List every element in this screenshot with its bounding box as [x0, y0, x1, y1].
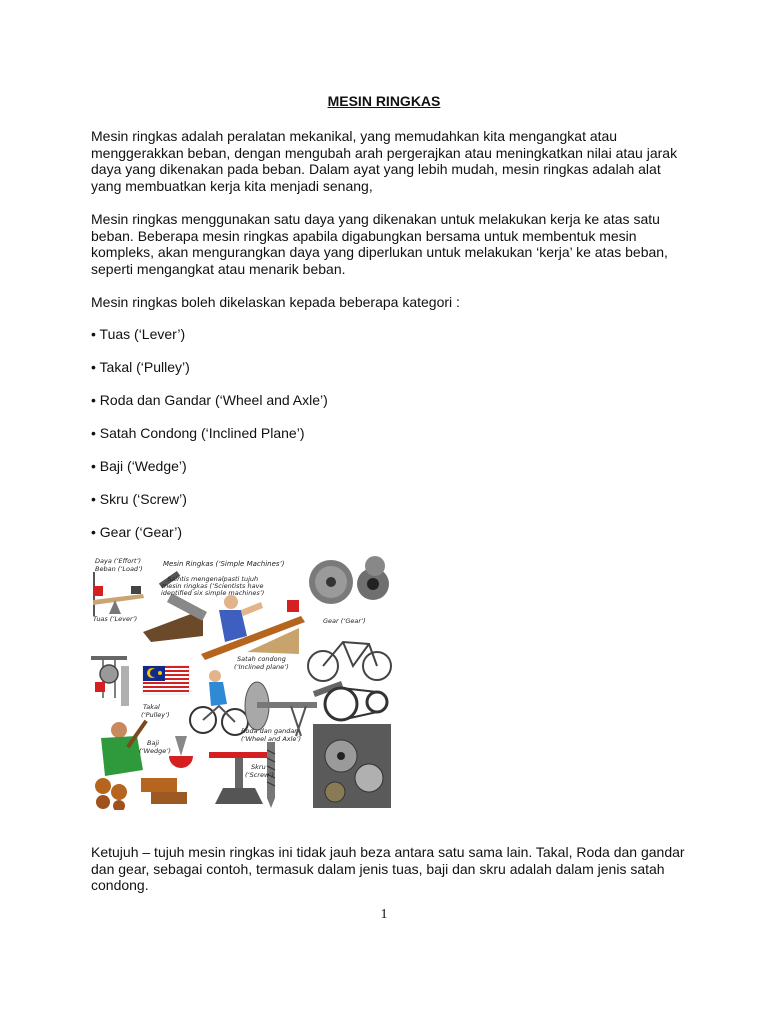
bullet-item: • Skru (‘Screw’)	[91, 491, 187, 507]
figure-label-inclined-en: (‘Inclined plane’)	[234, 663, 289, 671]
figure-label-screw: Skru	[251, 763, 266, 771]
paragraph-line: seperti mengangkat atau menarik beban.	[91, 260, 346, 277]
figure-label-inclined: Satah condong	[237, 655, 286, 663]
simple-machines-figure	[91, 556, 393, 810]
figure-label-pulley: Takal	[143, 703, 160, 711]
figure-note	[161, 576, 264, 597]
paragraph-line: Mesin ringkas boleh dikelaskan kepada beberapa kategori :	[91, 294, 460, 310]
paragraph-conclusion	[91, 844, 691, 894]
chain-gear-illustration	[325, 688, 387, 720]
figure-label-gear: Gear (‘Gear’)	[323, 617, 366, 625]
bullet-item: • Gear (‘Gear’)	[91, 524, 182, 540]
paragraph-line: Mesin ringkas adalah peralatan mekanikal, yang memudahkan kita mengangkat atau	[91, 128, 618, 144]
figure-label-load: Beban (‘Load’)	[95, 565, 143, 573]
paragraph-intro	[91, 128, 691, 194]
paragraph-line: kompleks, akan mengurangkan daya yang diperlukan untuk melakukan ‘kerja’ ke atas beban,	[91, 244, 668, 260]
page-title: MESIN RINGKAS	[327, 93, 441, 109]
bullet-item: • Roda dan Gandar (‘Wheel and Axle’)	[91, 392, 328, 408]
figure-label-wheel-en: (‘Wheel and Axle’)	[241, 735, 302, 743]
paragraph-line: Ketujuh – tujuh mesin ringkas ini tidak jauh beza antara satu sama lain. Takal, Roda dan gandar	[91, 844, 685, 860]
bullet-item: • Baji (‘Wedge’)	[91, 458, 187, 474]
figure-heading: Mesin Ringkas (‘Simple Machines’)	[163, 560, 285, 568]
page-number: 1	[380, 907, 388, 922]
paragraph-usage	[91, 211, 691, 277]
malaysia-flag-illustration	[143, 666, 189, 694]
bicycle-illustration	[308, 642, 391, 681]
figure-note-line: identified six simple machines’)	[161, 589, 265, 597]
bullet-item: • Tuas (‘Lever’)	[91, 326, 186, 342]
clock-mechanism-illustration	[313, 724, 391, 808]
figure-label-wedge-en: (‘Wedge’)	[139, 747, 171, 755]
figure-label-wedge: Baji	[147, 739, 160, 747]
paragraph-line: menggerakkan beban, dengan mengubah arah pergerajkan atau meningkatkan nilai atau jarak	[91, 144, 678, 161]
inclined-plane-illustration	[201, 595, 305, 660]
paragraph-line: yang membuatkan kerja kita menjadi senang,	[91, 177, 373, 194]
lever-illustration	[93, 572, 144, 616]
gear-illustration	[309, 556, 389, 604]
figure-label-lever: Tuas (‘Lever’)	[93, 615, 138, 623]
bullet-item: • Satah Condong (‘Inclined Plane’)	[91, 425, 305, 441]
figure-label-pulley-en: (‘Pulley’)	[141, 711, 170, 719]
paragraph-line: dan gear, sebagai contoh, termasuk dalam jenis tuas, baji dan skru adalah dalam jenis satah	[91, 860, 665, 877]
figure-label-effort: Daya (‘Effort’)	[95, 557, 142, 565]
wedge-illustration	[169, 736, 193, 768]
figure-label-screw-en: (‘Screw’)	[245, 771, 274, 779]
figure-note-line: Saintis mengenalpasti tujuh	[167, 575, 259, 583]
paragraph-line: condong.	[91, 877, 149, 893]
bullet-item: • Takal (‘Pulley’)	[91, 359, 190, 375]
figure-label-wheel: Roda dan gandar	[241, 727, 297, 735]
pulley-illustration	[91, 656, 129, 706]
paragraph-line: daya yang dikenakan pada beban. Dalam ayat yang lebih mudah, mesin ringkas adalah alat	[91, 161, 661, 177]
paragraph-line: beban. Beberapa mesin ringkas apabila digabungkan bersama untuk membentuk mesin	[91, 227, 637, 244]
paragraph-categories	[91, 294, 691, 311]
cyclist-illustration	[190, 670, 248, 735]
paragraph-line: Mesin ringkas menggunakan satu daya yang dikenakan untuk melakukan kerja ke atas satu	[91, 211, 660, 227]
figure-note-line: mesin ringkas (‘Scientists have	[161, 582, 264, 590]
